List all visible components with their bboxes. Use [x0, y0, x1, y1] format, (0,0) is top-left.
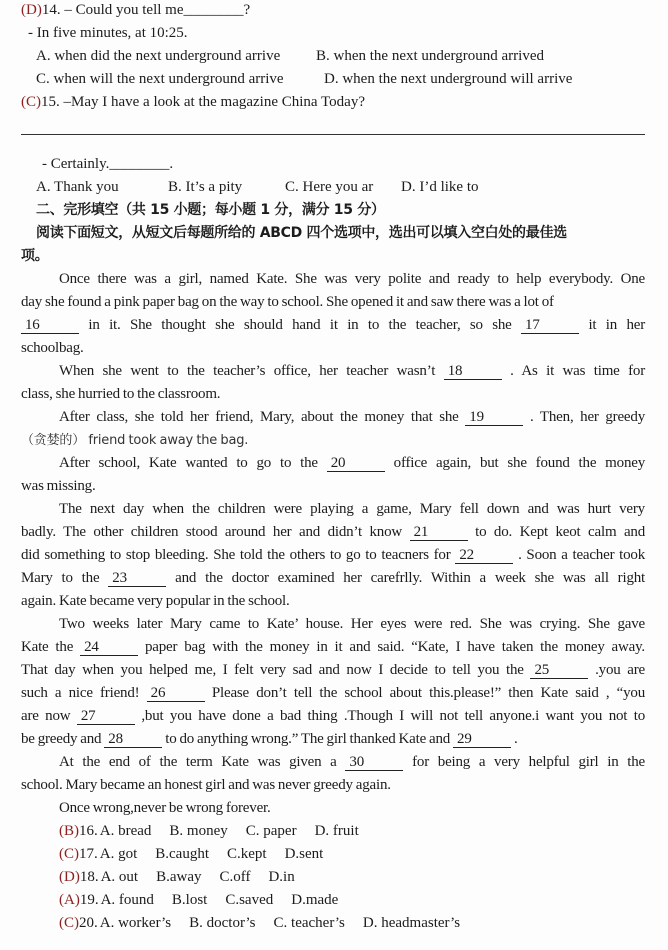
option-c: C. when will the next underground arrive: [36, 71, 284, 87]
passage-line: [21, 337, 645, 360]
question-text: 14. – Could you tell me________?: [41, 2, 251, 18]
answer-key: (A): [59, 892, 80, 908]
question-14-reply: - In five minutes, at 10:25.: [28, 25, 188, 41]
passage-text: . Then, her greedy: [529, 409, 645, 425]
blank-27: 27: [77, 708, 135, 725]
blank-29: 29: [453, 731, 511, 748]
blank-24: 24: [80, 639, 138, 656]
option-b: B.lost: [171, 892, 208, 908]
option-d: D.made: [291, 892, 339, 908]
passage-text: .: [513, 731, 518, 747]
passage-text: are now: [21, 708, 71, 724]
passage-text: Kate the: [21, 639, 81, 655]
question-number: 17.: [79, 846, 98, 862]
answer-key: (C): [21, 94, 41, 110]
passage-line: [21, 613, 645, 636]
choice-row-16: [59, 820, 645, 843]
passage-line: [21, 567, 645, 590]
passage-text: .you are: [595, 662, 645, 678]
passage-line: [21, 544, 645, 567]
question-14-options-row2: [21, 68, 645, 91]
blank-28: 28: [104, 731, 162, 748]
option-d: D. headmaster’s: [362, 915, 461, 931]
option-a: A. bread: [99, 823, 152, 839]
blank-21: 21: [410, 524, 468, 541]
passage-text: Once there was a girl, named Kate. She was very polite and ready to help everybody. One: [59, 271, 645, 287]
option-d: D. I’d like to: [401, 179, 479, 195]
answer-key: (C): [59, 915, 79, 931]
passage-text: again. Kate became very popular in the school.: [21, 593, 290, 609]
option-b: B.caught: [155, 846, 209, 862]
question-number: 19.: [79, 892, 99, 908]
option-a: A. out: [100, 869, 139, 885]
passage-line: [21, 314, 645, 337]
passage-text: At the end of the term Kate was given a: [59, 754, 346, 770]
passage-text: After school, Kate wanted to go to the: [59, 455, 318, 471]
blank-19: 19: [465, 409, 523, 426]
choice-row-20: [59, 912, 645, 935]
option-b: B. doctor’s: [189, 915, 256, 931]
option-a: A. Thank you: [36, 179, 119, 195]
blank-30: 30: [345, 754, 403, 771]
question-text: 15. –May I have a look at the magazine China Today?: [41, 94, 365, 110]
passage-text: When she went to the teacher’s office, her teacher wasn’t: [59, 363, 444, 379]
blank-17: 17: [521, 317, 579, 334]
passage-line: [21, 774, 645, 797]
passage-text: did something to stop bleeding. She told the others to go to teacners for: [21, 547, 451, 563]
question-14-options-row1: [21, 45, 645, 68]
blank-18: 18: [444, 363, 502, 380]
passage-text: . As it was time for: [510, 363, 645, 379]
blank-22: 22: [455, 547, 513, 564]
option-c: C.off: [219, 869, 251, 885]
passage-line: [21, 429, 645, 452]
answer-key: (D): [21, 2, 42, 18]
passage-text: in it. She thought she should hand it in to the teacher, so she: [88, 317, 512, 333]
option-c: C. teacher’s: [273, 915, 345, 931]
cloze-answer-choices: [21, 820, 645, 935]
answer-key: (D): [59, 869, 80, 885]
question-15-reply: - Certainly.________.: [42, 156, 174, 172]
option-b: B.away: [156, 869, 202, 885]
passage-line: [21, 705, 645, 728]
option-a: A. when did the next underground arrive: [36, 48, 281, 64]
passage-text: office again, but she found the money: [393, 455, 645, 471]
option-c: C.kept: [227, 846, 267, 862]
option-d: D.sent: [284, 846, 324, 862]
blank-25: 25: [530, 662, 588, 679]
passage-line: [21, 452, 645, 475]
choice-row-19: [59, 889, 645, 912]
exam-page: [21, 0, 645, 935]
question-number: 18.: [79, 869, 99, 885]
option-b: B. when the next underground arrived: [316, 48, 544, 64]
option-a: A. got: [99, 846, 138, 862]
passage-text: Mary to the: [21, 570, 100, 586]
question-number: 16.: [79, 823, 98, 839]
passage-text: paper bag with the money in it and said. “Kate, I have taken the money away.: [145, 639, 645, 655]
option-c: C.saved: [225, 892, 274, 908]
passage-line: [21, 521, 645, 544]
option-b: B. money: [169, 823, 228, 839]
option-d: D.in: [268, 869, 295, 885]
passage-line: [21, 728, 645, 751]
option-a: A. found: [100, 892, 154, 908]
passage-text: and the doctor examined her carefrlly. Within a week she was all right: [175, 570, 646, 586]
passage-line: [21, 659, 645, 682]
passage-line: [21, 636, 645, 659]
passage-line: [21, 291, 645, 314]
passage-text: （贪婪的） friend took away the bag.: [21, 433, 249, 448]
section-heading: 二、完形填空（共 15 小题；每小题 1 分，满分 15 分）: [36, 202, 385, 218]
blank-26: 26: [147, 685, 205, 702]
blank-20: 20: [327, 455, 385, 472]
option-c: C. paper: [245, 823, 297, 839]
passage-text: day she found a pink paper bag on the way to school. She opened it and saw there was a lot of: [21, 294, 554, 310]
passage-text: such a nice friend!: [21, 685, 140, 701]
blank-23: 23: [108, 570, 166, 587]
option-d: D. fruit: [314, 823, 359, 839]
blank-16: 16: [21, 317, 79, 334]
choice-row-18: [59, 866, 645, 889]
option-d: D. when the next underground will arrive: [324, 71, 573, 87]
passage-text: Once wrong,never be wrong forever.: [59, 800, 271, 816]
passage-text: to do anything wrong.” The girl thanked Kate and: [165, 731, 451, 747]
section-instruction: 阅读下面短文，从短文后每题所给的 ABCD 四个选项中，选出可以填入空白处的最佳选: [36, 225, 567, 241]
answer-key: (B): [59, 823, 79, 839]
option-a: A. worker’s: [99, 915, 172, 931]
passage-text: Please don’t tell the school about this.please!” then Kate said , “you: [211, 685, 645, 701]
choice-row-17: [59, 843, 645, 866]
divider: [21, 134, 645, 135]
section-instruction-cont: 项。: [21, 248, 49, 264]
passage-line: [21, 406, 645, 429]
passage-line: [21, 268, 645, 291]
passage-text: it in her: [588, 317, 646, 333]
passage-text: . Soon a teacher took: [518, 547, 646, 563]
passage-text: ,but you have done a bad thing .Though I will not tell anyone.i want you not to: [141, 708, 645, 724]
passage-line: [21, 383, 645, 406]
passage-line: [21, 360, 645, 383]
passage-line: [21, 590, 645, 613]
passage-text: class, she hurried to the classroom.: [21, 386, 221, 402]
passage-text: schoolbag.: [21, 340, 84, 356]
option-b: B. It’s a pity: [168, 179, 243, 195]
passage-text: school. Mary became an honest girl and was never greedy again.: [21, 777, 391, 793]
passage-text: be greedy and: [21, 731, 105, 747]
passage-text: badly. The other children stood around her and didn’t know: [21, 524, 403, 540]
passage-text: That day when you helped me, I felt very sad and now I decide to tell you the: [21, 662, 531, 678]
passage-text: to do. Kept keot calm and: [475, 524, 646, 540]
passage-line: [21, 682, 645, 705]
option-c: C. Here you ar: [285, 179, 374, 195]
passage-line: [21, 498, 645, 521]
passage-line: [21, 797, 645, 820]
answer-key: (C): [59, 846, 79, 862]
passage-text: The next day when the children were playing a game, Mary fell down and was hurt very: [59, 501, 645, 517]
question-14-stem: [21, 0, 645, 22]
passage-text: After class, she told her friend, Mary, about the money that she: [59, 409, 459, 425]
passage-text: was missing.: [21, 478, 96, 494]
passage-line: [21, 475, 645, 498]
passage-text: Two weeks later Mary came to Kate’ house. Her eyes were red. She was crying. She gave: [59, 616, 645, 632]
passage-text: for being a very helpful girl in the: [412, 754, 645, 770]
question-number: 20.: [79, 915, 98, 931]
question-15-options: [21, 176, 645, 199]
passage-line: [21, 751, 645, 774]
cloze-passage: [21, 268, 645, 820]
question-15-stem: [21, 91, 645, 114]
